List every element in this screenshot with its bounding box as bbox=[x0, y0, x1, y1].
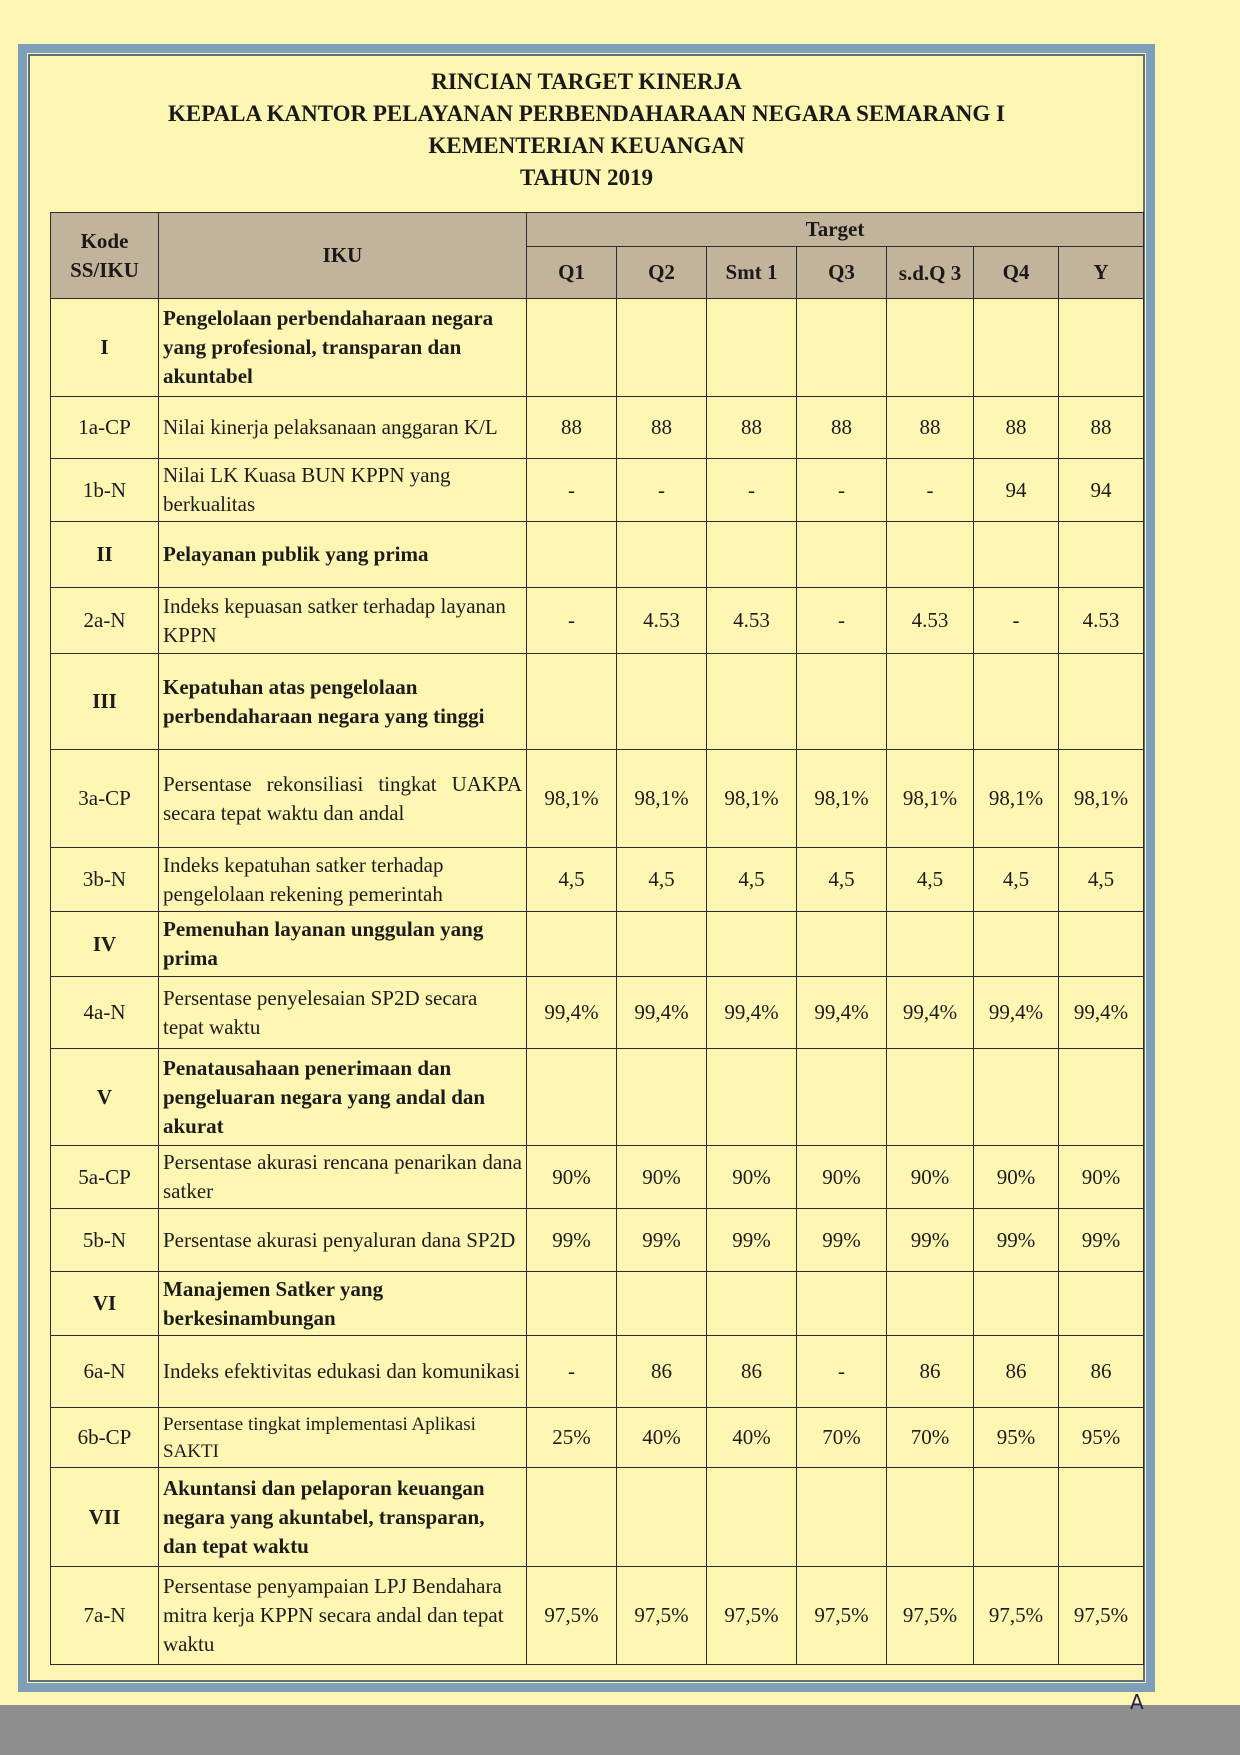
table-row bbox=[51, 654, 1144, 750]
row-value bbox=[797, 1468, 887, 1567]
row-kode: 7a-N bbox=[51, 1567, 159, 1665]
corner-mark: A bbox=[1130, 1690, 1144, 1714]
row-iku: Persentase penyelesaian SP2D secara tepat waktu bbox=[159, 977, 527, 1049]
row-value: 94 bbox=[1059, 459, 1144, 522]
row-iku: Pelayanan publik yang prima bbox=[159, 522, 527, 588]
row-value: 99% bbox=[797, 1209, 887, 1272]
row-value: 98,1% bbox=[1059, 750, 1144, 848]
row-value bbox=[974, 1049, 1059, 1146]
row-value bbox=[617, 1468, 707, 1567]
row-iku: Kepatuhan atas pengelolaan perbendaharaan negara yang tinggi bbox=[159, 654, 527, 750]
row-value bbox=[707, 1468, 797, 1567]
row-kode: III bbox=[51, 654, 159, 750]
row-kode: 2a-N bbox=[51, 588, 159, 654]
table-row bbox=[51, 1468, 1144, 1567]
row-value: - bbox=[887, 459, 974, 522]
row-iku: Indeks kepuasan satker terhadap layanan KPPN bbox=[159, 588, 527, 654]
row-value: 99% bbox=[974, 1209, 1059, 1272]
row-iku: Pemenuhan layanan unggulan yang prima bbox=[159, 912, 527, 977]
row-value bbox=[797, 654, 887, 750]
row-value: - bbox=[797, 1336, 887, 1408]
row-value: 4.53 bbox=[887, 588, 974, 654]
row-value bbox=[974, 912, 1059, 977]
table-row bbox=[51, 588, 1144, 654]
row-value bbox=[1059, 299, 1144, 397]
row-value: 90% bbox=[974, 1146, 1059, 1209]
row-value: - bbox=[527, 588, 617, 654]
row-value bbox=[527, 1049, 617, 1146]
row-value: - bbox=[707, 459, 797, 522]
row-value: 4,5 bbox=[1059, 848, 1144, 912]
row-value bbox=[1059, 1049, 1144, 1146]
row-value bbox=[797, 299, 887, 397]
row-value bbox=[527, 912, 617, 977]
row-value: 95% bbox=[1059, 1408, 1144, 1468]
row-value: 99,4% bbox=[797, 977, 887, 1049]
row-value: 88 bbox=[707, 397, 797, 459]
row-iku: Penatausahaan penerimaan dan pengeluaran negara yang andal dan akurat bbox=[159, 1049, 527, 1146]
row-kode: I bbox=[51, 299, 159, 397]
table-row bbox=[51, 848, 1144, 912]
row-kode: 3b-N bbox=[51, 848, 159, 912]
table-row bbox=[51, 1567, 1144, 1665]
scan-bottom-strip bbox=[0, 1705, 1240, 1755]
table-row bbox=[51, 522, 1144, 588]
row-value bbox=[617, 522, 707, 588]
row-value: - bbox=[974, 588, 1059, 654]
row-value bbox=[527, 299, 617, 397]
row-iku: Akuntansi dan pelaporan keuangan negara yang akuntabel, transparan, dan tepat waktu bbox=[159, 1468, 527, 1567]
row-value bbox=[887, 654, 974, 750]
document-title bbox=[28, 66, 1145, 194]
row-iku: Persentase penyampaian LPJ Bendahara mitra kerja KPPN secara andal dan tepat waktu bbox=[159, 1567, 527, 1665]
row-value bbox=[1059, 912, 1144, 977]
row-value: 98,1% bbox=[974, 750, 1059, 848]
row-value: 90% bbox=[1059, 1146, 1144, 1209]
row-value: 88 bbox=[797, 397, 887, 459]
row-kode: 6b-CP bbox=[51, 1408, 159, 1468]
row-value: 99,4% bbox=[617, 977, 707, 1049]
row-value: 4,5 bbox=[974, 848, 1059, 912]
row-value: 97,5% bbox=[617, 1567, 707, 1665]
row-value bbox=[887, 1272, 974, 1336]
row-iku: Persentase akurasi penyaluran dana SP2D bbox=[159, 1209, 527, 1272]
row-value: 90% bbox=[527, 1146, 617, 1209]
row-kode: 4a-N bbox=[51, 977, 159, 1049]
row-value bbox=[617, 299, 707, 397]
row-value: 88 bbox=[1059, 397, 1144, 459]
row-iku: Persentase rekonsiliasi tingkat UAKPA secara tepat waktu dan andal bbox=[159, 750, 527, 848]
row-value: 40% bbox=[617, 1408, 707, 1468]
row-value: 4,5 bbox=[887, 848, 974, 912]
title-line-4: TAHUN 2019 bbox=[519, 165, 654, 190]
table-row bbox=[51, 1146, 1144, 1209]
row-value: 70% bbox=[887, 1408, 974, 1468]
row-value: 99% bbox=[887, 1209, 974, 1272]
row-kode: II bbox=[51, 522, 159, 588]
row-value bbox=[617, 912, 707, 977]
header-col: Q3 bbox=[797, 247, 887, 299]
table-row bbox=[51, 912, 1144, 977]
row-iku: Persentase tingkat implementasi Aplikasi SAKTI bbox=[159, 1408, 527, 1468]
row-value: 4,5 bbox=[527, 848, 617, 912]
row-value: 40% bbox=[707, 1408, 797, 1468]
row-value: 97,5% bbox=[707, 1567, 797, 1665]
row-value: 99% bbox=[527, 1209, 617, 1272]
row-value bbox=[887, 1049, 974, 1146]
row-value bbox=[707, 1272, 797, 1336]
row-value: 98,1% bbox=[617, 750, 707, 848]
row-value bbox=[1059, 1468, 1144, 1567]
row-value: 99,4% bbox=[887, 977, 974, 1049]
row-kode: 3a-CP bbox=[51, 750, 159, 848]
table-row bbox=[51, 977, 1144, 1049]
row-value bbox=[617, 654, 707, 750]
row-value bbox=[617, 1272, 707, 1336]
row-value: 98,1% bbox=[887, 750, 974, 848]
row-value: - bbox=[797, 588, 887, 654]
row-value: 86 bbox=[974, 1336, 1059, 1408]
row-value: 88 bbox=[617, 397, 707, 459]
row-value: - bbox=[527, 459, 617, 522]
row-value bbox=[707, 912, 797, 977]
row-value: 99,4% bbox=[974, 977, 1059, 1049]
row-value: 4.53 bbox=[1059, 588, 1144, 654]
row-value: - bbox=[617, 459, 707, 522]
row-value bbox=[527, 1272, 617, 1336]
row-value bbox=[617, 1049, 707, 1146]
row-value: 4,5 bbox=[707, 848, 797, 912]
row-kode: 1a-CP bbox=[51, 397, 159, 459]
title-line-1: RINCIAN TARGET KINERJA bbox=[431, 69, 742, 94]
row-value: 90% bbox=[617, 1146, 707, 1209]
row-iku: Indeks efektivitas edukasi dan komunikasi bbox=[159, 1336, 527, 1408]
row-kode: VII bbox=[51, 1468, 159, 1567]
row-value: 94 bbox=[974, 459, 1059, 522]
row-value: 97,5% bbox=[797, 1567, 887, 1665]
row-value bbox=[974, 299, 1059, 397]
row-value: 97,5% bbox=[887, 1567, 974, 1665]
row-value: 88 bbox=[527, 397, 617, 459]
row-value bbox=[887, 522, 974, 588]
table-row bbox=[51, 1336, 1144, 1408]
row-value: 88 bbox=[887, 397, 974, 459]
row-iku: Manajemen Satker yang berkesinambungan bbox=[159, 1272, 527, 1336]
header-iku: IKU bbox=[159, 213, 527, 299]
table-row bbox=[51, 1272, 1144, 1336]
row-value: 99,4% bbox=[1059, 977, 1144, 1049]
row-value bbox=[1059, 654, 1144, 750]
row-value: 4.53 bbox=[617, 588, 707, 654]
row-value: 86 bbox=[1059, 1336, 1144, 1408]
row-kode: VI bbox=[51, 1272, 159, 1336]
row-value bbox=[707, 1049, 797, 1146]
row-value bbox=[974, 1272, 1059, 1336]
row-value: 99,4% bbox=[527, 977, 617, 1049]
row-value: 88 bbox=[974, 397, 1059, 459]
target-table bbox=[50, 212, 1144, 1665]
row-kode: 1b-N bbox=[51, 459, 159, 522]
row-value bbox=[527, 522, 617, 588]
row-value: 86 bbox=[617, 1336, 707, 1408]
row-value bbox=[887, 1468, 974, 1567]
table-row bbox=[51, 1209, 1144, 1272]
row-kode: 5a-CP bbox=[51, 1146, 159, 1209]
row-value: 90% bbox=[707, 1146, 797, 1209]
row-value: 97,5% bbox=[1059, 1567, 1144, 1665]
row-iku: Nilai kinerja pelaksanaan anggaran K/L bbox=[159, 397, 527, 459]
row-value: 95% bbox=[974, 1408, 1059, 1468]
row-value: - bbox=[797, 459, 887, 522]
row-value bbox=[707, 654, 797, 750]
row-value: 97,5% bbox=[974, 1567, 1059, 1665]
table-row bbox=[51, 750, 1144, 848]
row-value: 99,4% bbox=[707, 977, 797, 1049]
row-value: 98,1% bbox=[797, 750, 887, 848]
title-line-2: KEPALA KANTOR PELAYANAN PERBENDAHARAAN NEGARA SEMARANG I bbox=[167, 101, 1006, 126]
row-kode: 5b-N bbox=[51, 1209, 159, 1272]
header-col: Y bbox=[1059, 247, 1144, 299]
row-value bbox=[707, 522, 797, 588]
row-kode: 6a-N bbox=[51, 1336, 159, 1408]
row-value: 98,1% bbox=[527, 750, 617, 848]
header-col: s.d.Q 3 bbox=[887, 247, 974, 299]
table-row bbox=[51, 1408, 1144, 1468]
header-col: Q1 bbox=[527, 247, 617, 299]
table-row bbox=[51, 459, 1144, 522]
row-value: 4,5 bbox=[617, 848, 707, 912]
row-value bbox=[797, 1049, 887, 1146]
header-kode: Kode SS/IKU bbox=[51, 213, 159, 299]
row-value bbox=[1059, 1272, 1144, 1336]
row-value: 86 bbox=[707, 1336, 797, 1408]
row-value bbox=[974, 522, 1059, 588]
row-value bbox=[797, 1272, 887, 1336]
row-iku: Persentase akurasi rencana penarikan dana satker bbox=[159, 1146, 527, 1209]
row-value bbox=[527, 1468, 617, 1567]
row-value bbox=[887, 912, 974, 977]
row-value bbox=[974, 654, 1059, 750]
row-value bbox=[797, 522, 887, 588]
row-value bbox=[974, 1468, 1059, 1567]
row-value: 90% bbox=[887, 1146, 974, 1209]
row-iku: Indeks kepatuhan satker terhadap pengelolaan rekening pemerintah bbox=[159, 848, 527, 912]
row-value: 70% bbox=[797, 1408, 887, 1468]
row-value: 4.53 bbox=[707, 588, 797, 654]
title-line-3: KEMENTERIAN KEUANGAN bbox=[428, 133, 745, 158]
row-iku: Nilai LK Kuasa BUN KPPN yang berkualitas bbox=[159, 459, 527, 522]
row-value: 4,5 bbox=[797, 848, 887, 912]
header-col: Smt 1 bbox=[707, 247, 797, 299]
row-value: 98,1% bbox=[707, 750, 797, 848]
row-value: - bbox=[527, 1336, 617, 1408]
row-value: 25% bbox=[527, 1408, 617, 1468]
table-row bbox=[51, 299, 1144, 397]
row-value: 90% bbox=[797, 1146, 887, 1209]
row-value bbox=[707, 299, 797, 397]
row-value: 86 bbox=[887, 1336, 974, 1408]
row-value bbox=[887, 299, 974, 397]
row-value bbox=[1059, 522, 1144, 588]
row-kode: IV bbox=[51, 912, 159, 977]
header-target: Target bbox=[527, 213, 1144, 247]
row-iku: Pengelolaan perbendaharaan negara yang profesional, transparan dan akuntabel bbox=[159, 299, 527, 397]
row-kode: V bbox=[51, 1049, 159, 1146]
header-col: Q4 bbox=[974, 247, 1059, 299]
row-value: 99% bbox=[617, 1209, 707, 1272]
row-value bbox=[797, 912, 887, 977]
table-row bbox=[51, 397, 1144, 459]
row-value: 97,5% bbox=[527, 1567, 617, 1665]
row-value: 99% bbox=[1059, 1209, 1144, 1272]
header-col: Q2 bbox=[617, 247, 707, 299]
row-value: 99% bbox=[707, 1209, 797, 1272]
table-row bbox=[51, 1049, 1144, 1146]
row-value bbox=[527, 654, 617, 750]
